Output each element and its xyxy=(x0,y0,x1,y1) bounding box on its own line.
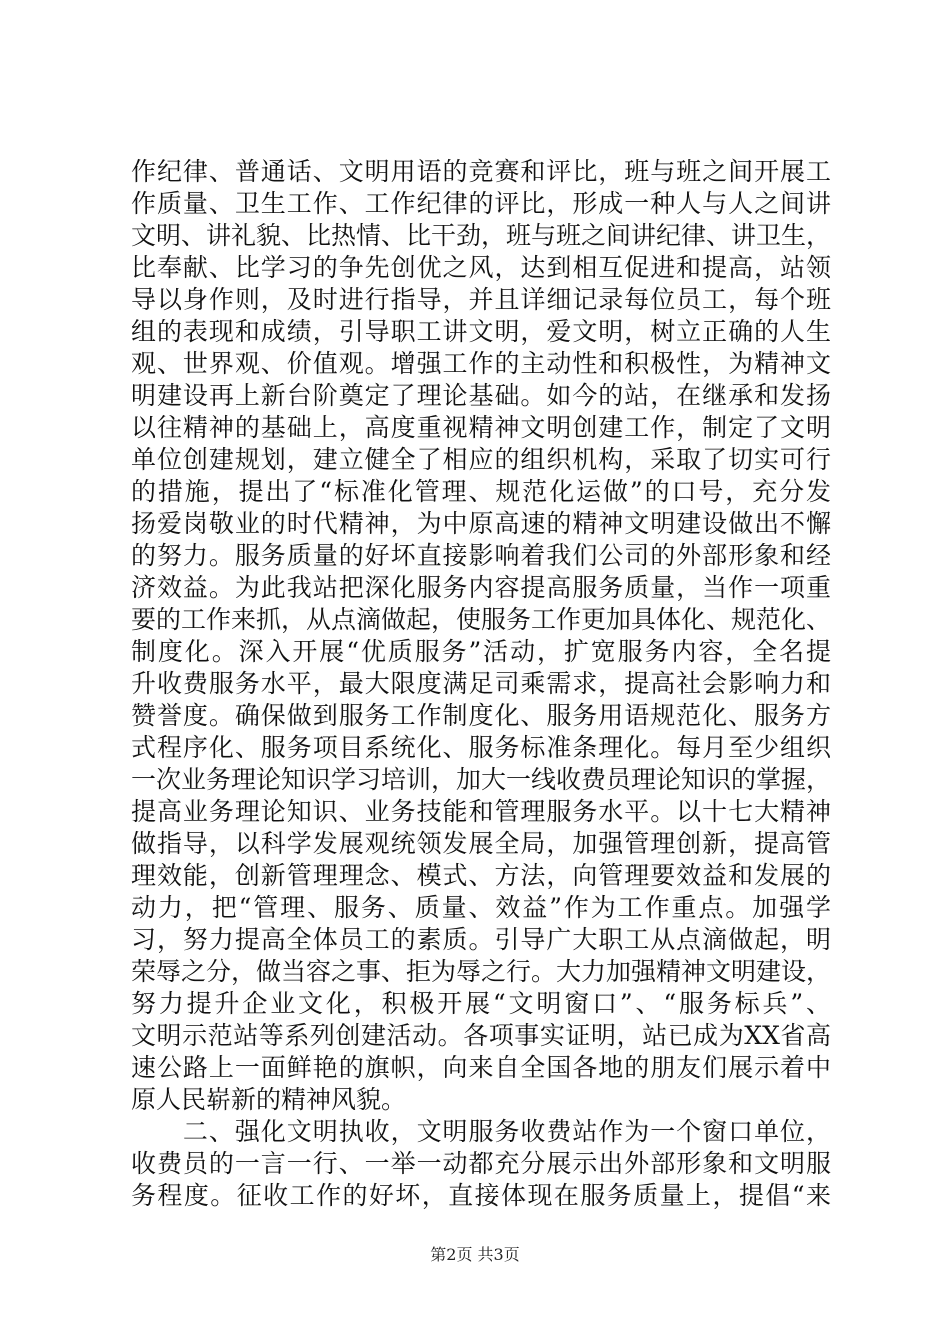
text-line: 一次业务理论知识学习培训，加大一线收费员理论知识的掌握， xyxy=(131,765,832,794)
text-line: 务程度。征收工作的好坏，直接体现在服务质量上，提倡“来 xyxy=(131,1181,831,1210)
text-line: 观、世界观、价值观。增强工作的主动性和积极性，为精神文 xyxy=(131,349,831,378)
text-line: 荣辱之分，做当容之事、拒为辱之行。大力加强精神文明建设， xyxy=(131,957,832,986)
text-line: 扬爱岗敬业的时代精神，为中原高速的精神文明建设做出不懈 xyxy=(131,509,831,538)
text-line: 文明、讲礼貌、比热情、比干劲，班与班之间讲纪律、讲卫生， xyxy=(131,221,832,250)
text-line: 制度化。深入开展“优质服务”活动，扩宽服务内容，全名提 xyxy=(131,637,831,666)
text-line: 作质量、卫生工作、工作纪律的评比，形成一种人与人之间讲 xyxy=(131,189,831,218)
text-line: 组的表现和成绩，引导职工讲文明，爱文明，树立正确的人生 xyxy=(131,317,831,346)
text-line: 文明示范站等系列创建活动。各项事实证明，站已成为XX省高 xyxy=(131,1021,831,1050)
text-line: 明建设再上新台阶奠定了理论基础。如今的站，在继承和发扬 xyxy=(131,381,831,410)
text-line: 提高业务理论知识、业务技能和管理服务水平。以十七大精神 xyxy=(131,797,831,826)
text-line: 习，努力提高全体员工的素质。引导广大职工从点滴做起，明 xyxy=(131,925,831,954)
paragraph-end-line: 原人民崭新的精神风貌。 xyxy=(131,1085,407,1114)
text-line: 导以身作则，及时进行指导，并且详细记录每位员工，每个班 xyxy=(131,285,831,314)
text-line: 动力，把“管理、服务、质量、效益”作为工作重点。加强学 xyxy=(131,893,831,922)
page-number-footer: 第2页 共3页 xyxy=(430,1245,520,1264)
text-line: 的努力。服务质量的好坏直接影响着我们公司的外部形象和经 xyxy=(131,541,831,570)
text-line: 速公路上一面鲜艳的旗帜，向来自全国各地的朋友们展示着中 xyxy=(131,1053,831,1082)
text-line: 理效能，创新管理理念、模式、方法，向管理要效益和发展的 xyxy=(131,861,831,890)
text-line: 要的工作来抓，从点滴做起，使服务工作更加具体化、规范化、 xyxy=(131,605,832,634)
paragraph-start-line: 二、强化文明执收，文明服务收费站作为一个窗口单位， xyxy=(131,1117,831,1146)
text-line: 收费员的一言一行、一举一动都充分展示出外部形象和文明服 xyxy=(131,1149,831,1178)
text-line: 济效益。为此我站把深化服务内容提高服务质量，当作一项重 xyxy=(131,573,831,602)
text-line: 赞誉度。确保做到服务工作制度化、服务用语规范化、服务方 xyxy=(131,701,831,730)
text-line: 式程序化、服务项目系统化、服务标准条理化。每月至少组织 xyxy=(131,733,831,762)
text-line: 比奉献、比学习的争先创优之风，达到相互促进和提高，站领 xyxy=(131,253,831,282)
text-line: 作纪律、普通话、文明用语的竞赛和评比，班与班之间开展工 xyxy=(131,157,831,186)
text-line: 升收费服务水平，最大限度满足司乘需求，提高社会影响力和 xyxy=(131,669,831,698)
text-line: 努力提升企业文化，积极开展“文明窗口”、“服务标兵”、 xyxy=(131,989,831,1018)
text-line: 的措施，提出了“标准化管理、规范化运做”的口号，充分发 xyxy=(131,477,831,506)
text-line: 做指导，以科学发展观统领发展全局，加强管理创新，提高管 xyxy=(131,829,831,858)
text-line: 单位创建规划，建立健全了相应的组织机构，采取了切实可行 xyxy=(131,445,831,474)
text-line: 以往精神的基础上，高度重视精神文明创建工作，制定了文明 xyxy=(131,413,831,442)
body-text xyxy=(131,156,831,1212)
